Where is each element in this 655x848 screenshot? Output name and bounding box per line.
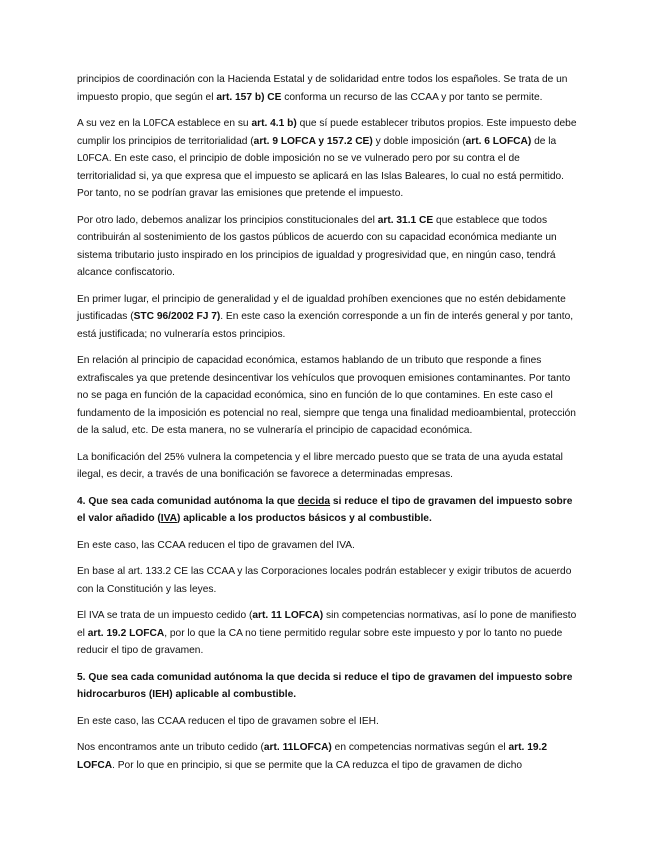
paragraph-text: en competencias normativas según el [331,742,509,753]
paragraph-text: . Por lo que en principio, si que se permite que la CA reduzca el tipo de gravamen de dicho [112,759,523,771]
legal-reference: STC 96/2002 FJ 7) [133,311,221,322]
legal-reference: art. 11 LOFCA) [252,610,324,621]
paragraph-text: que establece que todos contribuirán al sostenimiento de los gastos públicos de acuerdo con su capacidad económica mediante un sistema tributario justo inspirado en los principios de igualdad y progresividad que, en ningún caso, tendrá alcance confiscatorio. [77,214,557,278]
paragraph-text: de la L0FCA. En este caso, el principio de doble imposición no se ve vulnerado pero por su contra el de territorialidad si, ya que expresa que el impuesto se aplicará en las Islas Baleares, lo cual no está permitido. Por tanto, no se podrían gravar las emisiones que pretende el impuesto. [77,135,564,199]
section-heading-5: 5. Que sea cada comunidad autónoma la que decida si reduce el tipo de gravamen del impuesto sobre hidrocarburos (IEH) aplicable al combustible. [77,671,573,700]
paragraph-5: En relación al principio de capacidad económica, estamos hablando de un tributo que responde a fines extrafiscales ya que pretende desincentivar los vehículos que provoquen emisiones contaminantes. Por tanto no se paga en función de la capacidad económica, sino en función de lo que contamines. En este caso el fundamento de la imposición es potencial no real, siempre que tenga una finalidad medioambiental, protección de la salud, etc. De esta manera, no se vulneraría el principio de capacidad económica. [77,355,576,436]
paragraph-3 [77,212,578,282]
paragraph-11 [77,739,578,774]
paragraph-2 [77,115,578,203]
heading-text: 4. Que sea cada comunidad autónoma la que [77,495,298,507]
underlined-word: IVA [160,513,178,524]
paragraph-text: , por lo que la CA no tiene permitido regular sobre este impuesto y por lo tanto no puede reducir el tipo de gravamen. [77,627,563,656]
paragraph-text: Nos encontramos ante un tributo cedido ( [77,742,264,753]
paragraph-8: En base al art. 133.2 CE las CCAA y las Corporaciones locales podrán establecer y exigir tributos de acuerdo con la Constitución y las leyes. [77,566,572,595]
legal-reference: art. 11LOFCA) [263,742,332,753]
paragraph-text: que sí puede establecer tributos propios. Este impuesto debe cumplir los principios de territorialidad ( [77,118,577,147]
paragraph-text: Por otro lado, debemos analizar los principios constitucionales del [77,214,378,226]
paragraph-1 [77,71,578,106]
paragraph-6: La bonificación del 25% vulnera la competencia y el libre mercado puesto que se trata de una ayuda estatal ilegal, es decir, a través de una bonificación se favorece a determinadas empresas. [77,451,563,480]
paragraph-text: . En este caso la exención corresponde a un fin de interés general y por tanto, está justificada; no vulneraría estos principios. [77,311,574,340]
legal-reference: art. 31.1 CE [377,214,434,226]
underlined-word: decida [297,495,331,507]
heading-text: si reduce el tipo de gravamen del impuesto sobre el valor añadido ( [77,495,573,524]
section-heading-4 [77,493,578,528]
legal-reference: art. 19.2 LOFCA [87,627,165,639]
heading-text: ) aplicable a los productos básicos y al combustible. [177,513,432,524]
paragraph-text: y doble imposición ( [372,135,466,147]
legal-reference: art. 9 LOFCA y 157.2 CE) [253,135,373,147]
paragraph-text: sin competencias normativas, así lo pone de manifiesto el [77,610,577,639]
legal-reference: art. 157 b) CE [216,91,282,103]
paragraph-text: El IVA se trata de un impuesto cedido ( [77,610,253,621]
paragraph-4 [77,291,578,344]
legal-reference: art. 6 LOFCA) [465,135,532,147]
paragraph-10: En este caso, las CCAA reducen el tipo de gravamen sobre el IEH. [77,715,379,727]
paragraph-text: conforma un recurso de las CCAA y por tanto se permite. [281,91,543,103]
legal-reference: art. 4.1 b) [251,118,297,129]
paragraph-9 [77,607,578,660]
paragraph-text: A su vez en la L0FCA establece en su [77,118,252,129]
legal-reference: art. 19.2 LOFCA [77,742,548,771]
paragraph-7: En este caso, las CCAA reducen el tipo de gravamen del IVA. [77,539,355,551]
paragraph-text: principios de coordinación con la Hacienda Estatal y de solidaridad entre todos los españoles. Se trata de un impuesto propio, que según el [77,74,568,103]
paragraph-text: En primer lugar, el principio de generalidad y el de igualdad prohíben exenciones que no estén debidamente justificadas ( [77,293,566,322]
